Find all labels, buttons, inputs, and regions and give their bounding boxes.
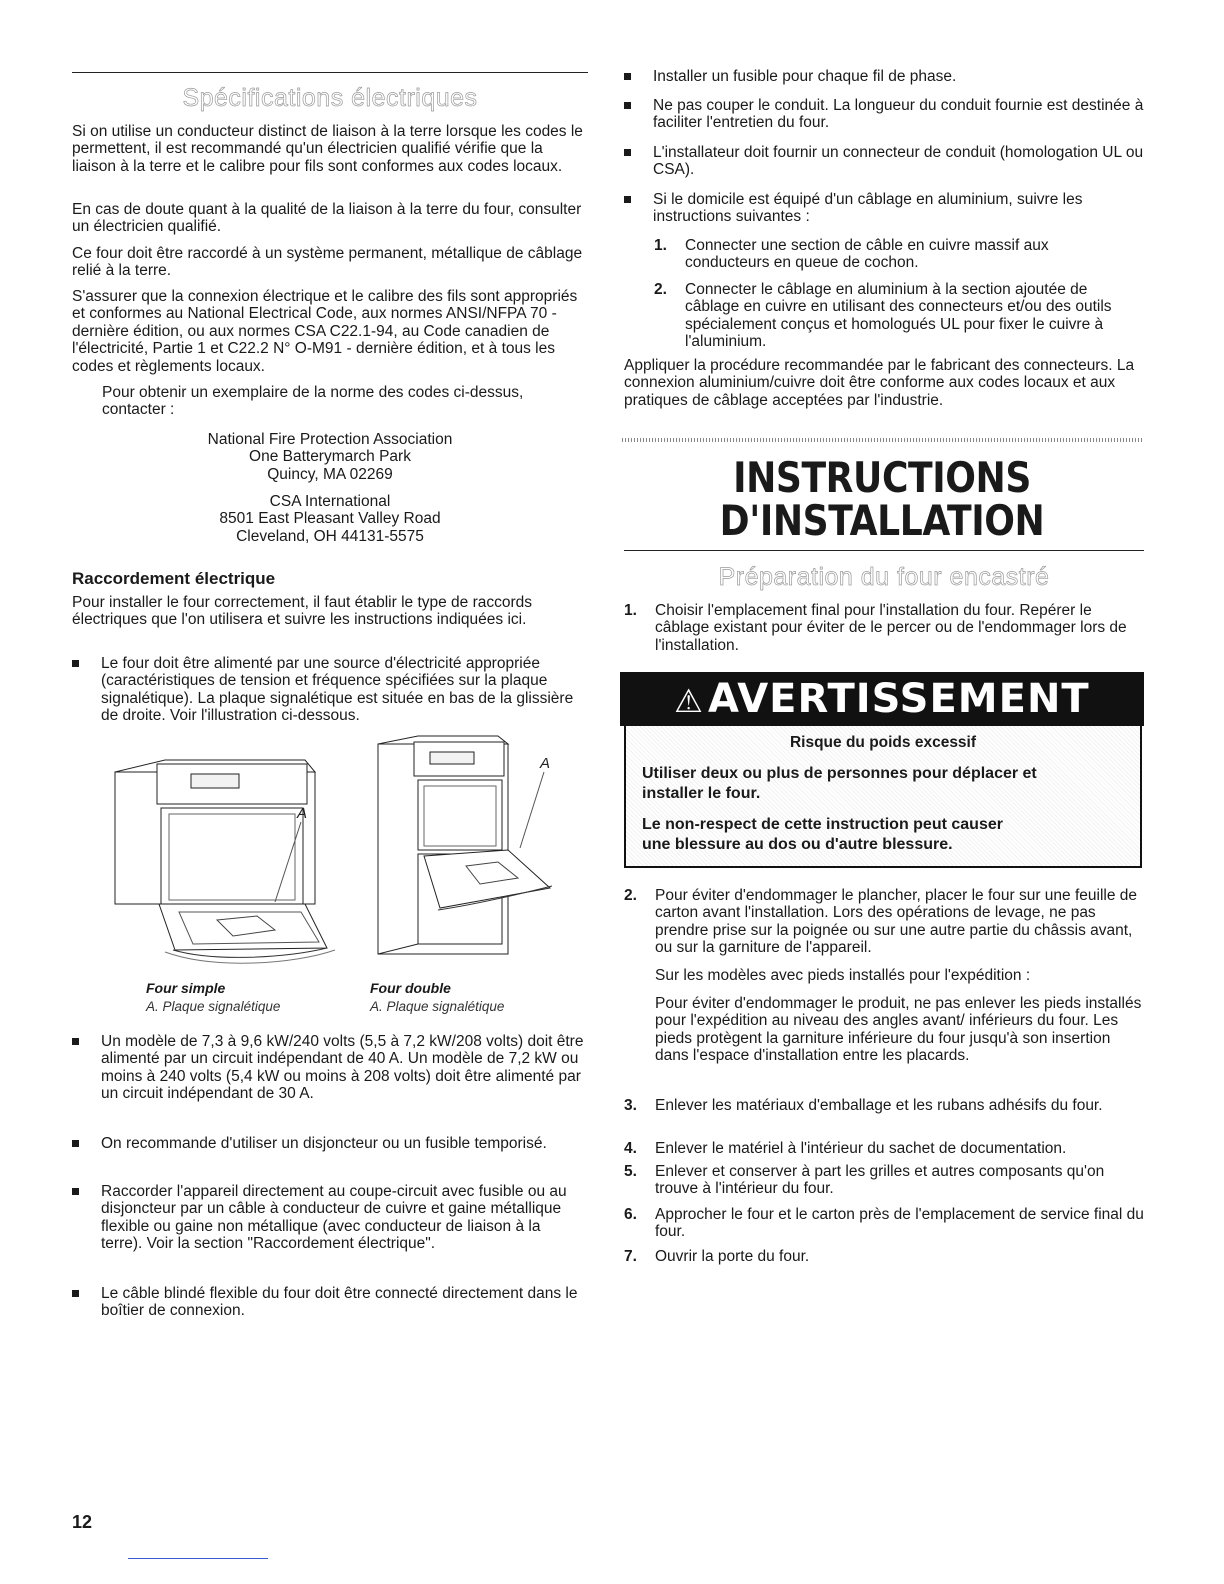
paragraph-indented: Pour obtenir un exemplaire de la norme des codes ci-dessus, contacter : — [102, 384, 524, 419]
bullet-text: Ne pas couper le conduit. La longueur du conduit fournie est destinée à faciliter l'entretien du four. — [653, 97, 1144, 132]
subhead-electrical-connection: Raccordement électrique — [72, 569, 276, 588]
address-line: CSA International — [269, 493, 391, 510]
warning-box — [624, 726, 1142, 868]
address-line: Cleveland, OH 44131-5575 — [236, 527, 424, 545]
numbered-step — [654, 237, 1130, 277]
title-instructions: INSTRUCTIONS — [733, 453, 1031, 502]
numbered-step — [624, 1140, 1144, 1160]
numbered-step — [624, 602, 1144, 658]
numbered-step — [624, 887, 1144, 961]
paragraph-indented: Sur les modèles avec pieds installés pour l'expédition : — [655, 967, 1031, 984]
step-text: Enlever et conserver à part les grilles et autres composants qu'on trouve à l'intérieur du four. — [655, 1163, 1105, 1198]
bullet-text: Un modèle de 7,3 à 9,6 kW/240 volts (5,5 à 7,2 kW/208 volts) doit être alimenté par un circuit indépendant de 40 A. Un modèle de 7,2 kW ou moins à 240 volts (5,4 kW ou moins à 208 volts) doit être alimenté par un circuit indépendant de 30 A. — [101, 1033, 584, 1103]
step-number: 4. — [624, 1140, 637, 1157]
step-number: 7. — [624, 1248, 637, 1265]
step-number: 2. — [624, 887, 637, 904]
paragraph: Si on utilise un conducteur distinct de liaison à la terre lorsque les codes le permettent, il est recommandé qu'un électricien qualifié vérifie que la liaison à la terre et le calibre pour fils sont conformes aux codes locaux. — [72, 123, 583, 175]
page-number: 12 — [72, 1512, 93, 1532]
address-csa — [72, 493, 588, 545]
bullet-square-icon — [624, 196, 631, 203]
step-number: 1. — [624, 602, 637, 619]
bullet-square-icon — [72, 1290, 79, 1297]
step-number: 2. — [654, 281, 667, 298]
paragraph: Pour installer le four correctement, il faut établir le type de raccords électriques que l'on utilisera et suivre les instructions indiquées ici. — [72, 594, 533, 629]
section-title-preparation: Préparation du four encastré — [718, 563, 1050, 591]
step-text: Enlever le matériel à l'intérieur du sachet de documentation. — [655, 1140, 1067, 1157]
step-number: 5. — [624, 1163, 637, 1180]
caption-double-oven: Four double — [370, 980, 451, 996]
bullet-item — [72, 1033, 586, 1125]
address-line: 8501 East Pleasant Valley Road — [219, 510, 441, 528]
rule-right — [624, 550, 1144, 551]
warning-line: une blessure au dos ou d'autre blessure. — [642, 836, 953, 853]
numbered-step — [624, 1163, 1144, 1203]
label-a: A — [540, 755, 551, 772]
label-a: A — [297, 805, 308, 822]
address-line: One Batterymarch Park — [249, 448, 411, 466]
step-number: 3. — [624, 1097, 637, 1114]
bullet-square-icon — [72, 660, 79, 667]
step-number: 1. — [654, 237, 667, 254]
paragraph: S'assurer que la connexion électrique et le calibre des fils sont appropriés et conformes au National Electrical Code, aux normes ANSI/NFPA 70 - dernière édition, ou aux normes CSA C22.1-94, au Code canadien de l'électricité, Partie 1 et C22.2 N° O-M91 - dernière édition, et à tous les codes et règlements locaux. — [72, 288, 578, 375]
warning-title: Risque du poids excessif — [789, 734, 977, 751]
step-text: Connecter une section de câble en cuivre massif aux conducteurs en queue de cochon. — [685, 237, 1049, 272]
warning-banner-text: AVERTISSEMENT — [707, 676, 1090, 722]
step-text: Ouvrir la porte du four. — [655, 1248, 810, 1265]
single-oven-illustration — [105, 752, 345, 972]
address-line: National Fire Protection Association — [207, 431, 453, 448]
bullet-text: Le four doit être alimenté par une source d'électricité appropriée (caractéristiques de tension et fréquence spécifiées sur la plaque signalétique). La plaque signalétique est située en bas de la glissière de droite. Voir l'illustration ci-dessous. — [101, 655, 574, 725]
warning-line: Le non-respect de cette instruction peut causer — [642, 816, 1003, 833]
bullet-item — [624, 97, 1144, 137]
bullet-text: Installer un fusible pour chaque fil de phase. — [653, 68, 957, 85]
bullet-item — [72, 1135, 586, 1175]
bullet-text: L'installateur doit fournir un connecteur de conduit (homologation UL ou CSA). — [653, 144, 1144, 179]
paragraph: Appliquer la procédure recommandée par le fabricant des connecteurs. La connexion aluminium/cuivre doit être conforme aux codes locaux et aux pratiques de câblage acceptées par l'industrie. — [624, 357, 1135, 409]
bullet-square-icon — [72, 1038, 79, 1045]
caption-single-oven: Four simple — [146, 980, 226, 996]
bullet-square-icon — [624, 73, 631, 80]
bullet-item — [624, 144, 1144, 184]
caption-single-oven-sub: A. Plaque signalétique — [146, 999, 281, 1014]
bullet-square-icon — [624, 149, 631, 156]
numbered-step — [624, 1248, 1144, 1268]
bullet-item — [72, 1183, 586, 1275]
section-title-electrical: Spécifications électriques — [182, 84, 478, 112]
bullet-square-icon — [72, 1188, 79, 1195]
top-rule-left — [72, 72, 588, 73]
step-text: Connecter le câblage en aluminium à la section ajoutée de câblage en cuivre en utilisant des connecteurs et/ou des outils spécialement conçus et homologués UL pour fixer le cuivre à l'aluminium. — [685, 281, 1112, 351]
double-oven-illustration — [368, 732, 568, 972]
step-text: Choisir l'emplacement final pour l'installation du four. Repérer le câblage existant pour éviter de le percer ou de l'endommager lors de l'installation. — [655, 602, 1127, 654]
warning-banner — [620, 672, 1144, 726]
bullet-square-icon — [72, 1140, 79, 1147]
step-text: Approcher le four et le carton près de l'emplacement de service final du four. — [655, 1206, 1144, 1241]
bullet-square-icon — [624, 102, 631, 109]
bullet-text: Le câble blindé flexible du four doit être connecté directement dans le boîtier de connexion. — [101, 1285, 578, 1320]
address-line: Quincy, MA 02269 — [267, 465, 393, 483]
numbered-step — [654, 281, 1130, 353]
paragraph-indented: Pour éviter d'endommager le produit, ne pas enlever les pieds installés pour l'expédition au niveau des angles avant/ inférieurs du four. Les pieds protègent la garniture inférieure du four jusqu'à son insertion dans l'espace d'installation entre les placards. — [655, 995, 1142, 1065]
warning-triangle-icon: ⚠ — [674, 682, 704, 720]
step-number: 6. — [624, 1206, 637, 1223]
warning-line: Utiliser deux ou plus de personnes pour déplacer et — [642, 765, 1037, 782]
bullet-item — [624, 68, 1144, 88]
address-nfpa — [72, 431, 588, 483]
title-installation: D'INSTALLATION — [719, 496, 1045, 545]
step-text: Pour éviter d'endommager le plancher, placer le four sur une feuille de carton avant l'installation. Lors des opérations de levage, ne pas prendre prise sur la poignée ou sur une autre partie du châssis avant, ou sur la garniture de l'appareil. — [655, 887, 1138, 957]
bullet-item — [72, 1285, 586, 1325]
numbered-step — [624, 1097, 1144, 1137]
paragraph: Ce four doit être raccordé à un système permanent, métallique de câblage relié à la terre. — [72, 245, 583, 280]
warning-line: installer le four. — [642, 785, 761, 802]
caption-double-oven-sub: A. Plaque signalétique — [370, 999, 505, 1014]
dotted-divider — [622, 438, 1144, 442]
bullet-text: Si le domicile est équipé d'un câblage en aluminium, suivre les instructions suivantes : — [653, 191, 1083, 226]
step-text: Enlever les matériaux d'emballage et les rubans adhésifs du four. — [655, 1097, 1103, 1114]
paragraph: En cas de doute quant à la qualité de la liaison à la terre du four, consulter un électricien qualifié. — [72, 201, 582, 236]
numbered-step — [624, 1206, 1144, 1246]
bullet-item — [624, 191, 1144, 231]
footer-link-underline — [128, 1558, 268, 1559]
bullet-text: Raccorder l'appareil directement au coupe-circuit avec fusible ou au disjoncteur par un câble à conducteur de cuivre et gaine métallique flexible ou gaine non métallique (avec conducteur de liaison à la terre). Voir la section "Raccordement électrique". — [101, 1183, 567, 1253]
bullet-text: On recommande d'utiliser un disjoncteur ou un fusible temporisé. — [101, 1135, 547, 1152]
